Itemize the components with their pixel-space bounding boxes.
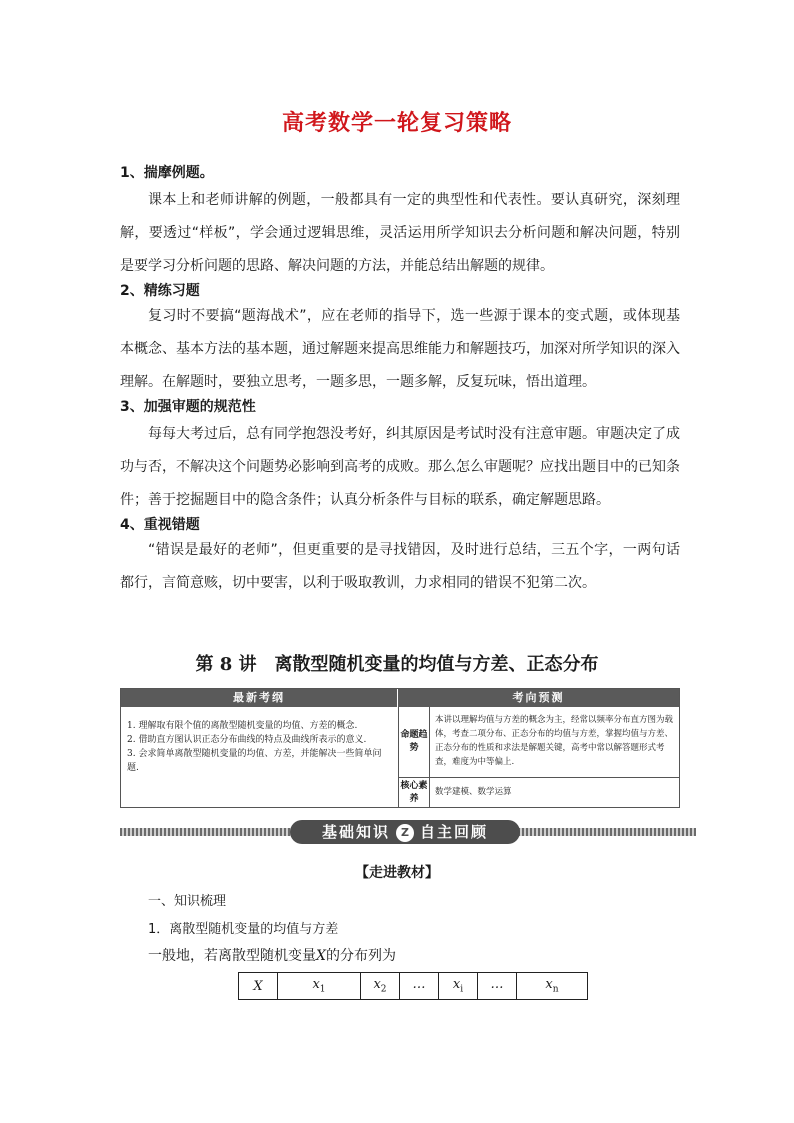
subsection-heading: 【走进教材】	[355, 865, 439, 881]
table-cell: $x_i$	[439, 973, 478, 1000]
banner-label	[290, 820, 520, 844]
section-heading-3: 3、加强审题的规范性	[120, 399, 256, 415]
divider	[429, 707, 430, 807]
syllabus-objectives	[121, 707, 397, 807]
section-banner	[120, 820, 696, 844]
lecture-title: 第 8 讲 离散型随机变量的均值与方差、正态分布	[195, 654, 599, 675]
table-header-cell: X	[239, 973, 278, 1000]
knowledge-heading: 一、知识梳理	[148, 894, 227, 909]
trend-text: 本讲以理解均值与方差的概念为主，经常以频率分布直方图为载体，考查二项分布、正态分布的均值与方差，掌握均值与方差、正态分布的性质和求法是解题关键，高考中常以解答题形式考查，难度为中等偏上.	[435, 715, 674, 767]
banner-badge-icon: Z	[396, 824, 414, 842]
section-paragraph-4: “错误是最好的老师”，但更重要的是寻找错因，及时进行总结，三五个字，一两句话都行，言简意赅，切中要害，以利于吸取教训，力求相同的错误不犯第二次。	[120, 542, 680, 591]
banner-stripe-right	[514, 828, 696, 836]
intro-prefix: 一般地，若离散型随机变量	[148, 948, 316, 964]
core-text: 数学建模、数学运算	[435, 787, 512, 797]
table-row	[239, 973, 588, 1000]
intro-sentence	[148, 945, 396, 965]
table-cell: …	[400, 973, 439, 1000]
objective-item: 1. 理解取有限个值的离散型随机变量的均值、方差的概念.	[127, 721, 358, 731]
table-cell: …	[478, 973, 517, 1000]
section-heading-4: 4、重视错题	[120, 517, 200, 533]
table-cell: $x_1$	[278, 973, 361, 1000]
objective-item: 2. 借助直方图认识正态分布曲线的特点及曲线所表示的意义.	[127, 735, 367, 745]
table-cell: $x_2$	[361, 973, 400, 1000]
trend-label: 命题趋势	[400, 730, 428, 753]
distribution-table	[238, 972, 588, 1000]
topic-heading: 1．离散型随机变量的均值与方差	[148, 922, 339, 937]
variable-x: X	[316, 948, 326, 964]
table-cell: $x_n$	[517, 973, 588, 1000]
syllabus-header-left: 最新考纲	[121, 689, 397, 707]
section-heading-1: 1、揣摩例题。	[120, 165, 214, 181]
section-paragraph-3: 每每大考过后，总有同学抱怨没考好，纠其原因是考试时没有注意审题。审题决定了成功与否，不解决这个问题势必影响到高考的成败。那么怎么审题呢？应找出题目中的已知条件；善于挖掘题目中的隐含条件；认真分析条件与目标的联系，确定解题思路。	[120, 426, 680, 508]
syllabus-forecast	[398, 707, 680, 807]
objective-item: 3. 会求简单离散型随机变量的均值、方差，并能解决一些简单问题.	[127, 749, 382, 773]
intro-suffix: 的分布列为	[325, 948, 396, 964]
core-label: 核心素养	[400, 781, 428, 804]
syllabus-header-right: 考向预测	[398, 689, 679, 707]
syllabus-table	[120, 688, 680, 808]
section-heading-2: 2、精练习题	[120, 283, 200, 299]
divider	[399, 777, 680, 778]
banner-right-text: 自主回顾	[420, 823, 489, 841]
section-paragraph-1: 课本上和老师讲解的例题，一般都具有一定的典型性和代表性。要认真研究，深刻理解，要透过“样板”，学会通过逻辑思维，灵活运用所学知识去分析问题和解决问题，特别是要学习分析问题的思路、解决问题的方法，并能总结出解题的规律。	[120, 192, 680, 274]
banner-stripe-left	[120, 828, 296, 836]
banner-left-text: 基础知识	[321, 823, 390, 841]
section-paragraph-2: 复习时不要搞“题海战术”，应在老师的指导下，选一些源于课本的变式题，或体现基本概念、基本方法的基本题，通过解题来提高思维能力和解题技巧，加深对所学知识的深入理解。在解题时，要独立思考，一题多思，一题多解，反复玩味，悟出道理。	[120, 308, 680, 390]
page-title: 高考数学一轮复习策略	[281, 111, 512, 136]
